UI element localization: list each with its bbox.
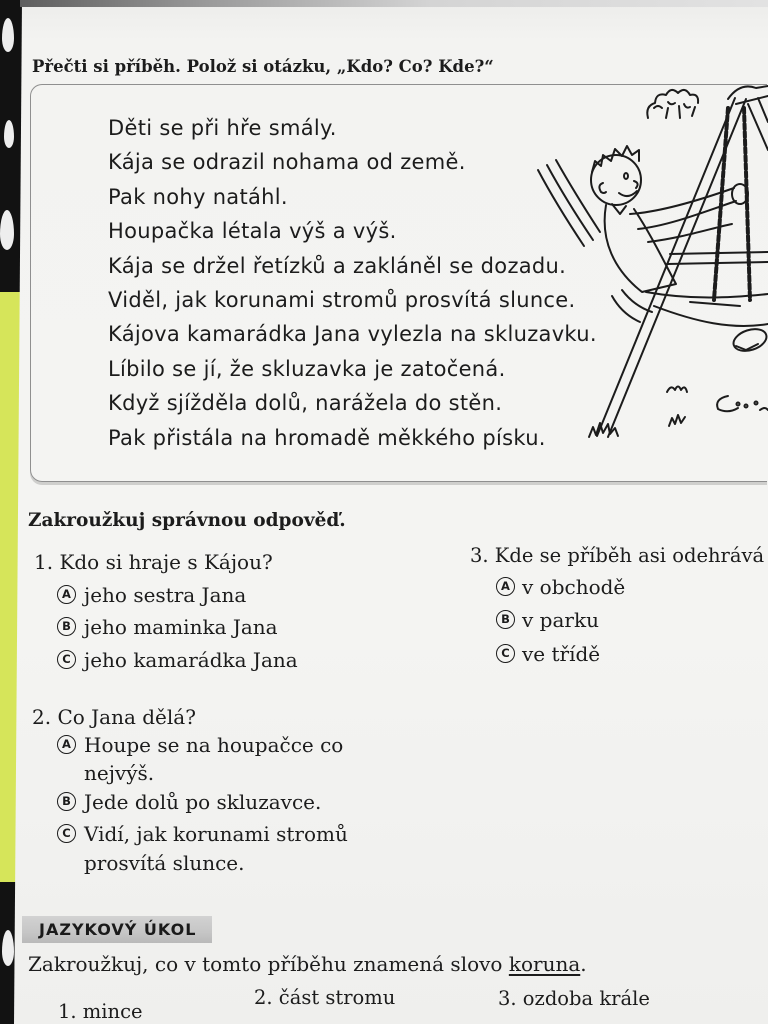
background-leaf <box>0 210 14 250</box>
story-line: Viděl, jak korunami stromů prosvítá slunce. <box>108 287 576 312</box>
question-2-option-b <box>62 788 322 816</box>
option-text: ve třídě <box>522 642 601 666</box>
option-text: v obchodě <box>522 575 626 599</box>
swing-frame <box>597 86 768 437</box>
question-1-option-a <box>62 581 247 609</box>
question-3-option-b <box>501 606 599 634</box>
option-marker-icon: B <box>57 617 76 636</box>
story-instruction: Přečti si příběh. Polož si otázku, „Kdo? Co? Kde?“ <box>32 57 494 76</box>
option-marker-icon: C <box>57 650 76 669</box>
sheet-top-edge <box>20 0 768 7</box>
option-text: prosvítá slunce. <box>84 851 245 875</box>
story-line: Pak přistála na hromadě měkkého písku. <box>108 425 546 450</box>
option-marker-icon: B <box>57 792 76 811</box>
background-leaf <box>2 18 14 52</box>
option-marker-icon: B <box>496 610 515 629</box>
language-task-prompt <box>28 950 587 978</box>
option-text: Jede dolů po skluzavce. <box>84 790 322 814</box>
option-marker-icon: A <box>57 735 76 754</box>
story-line: Kája se odrazil nohama od země. <box>108 150 466 175</box>
question-2-option-c <box>62 820 348 878</box>
question-1-option-c <box>62 646 298 674</box>
story-line: Houpačka létala výš a výš. <box>108 219 397 244</box>
grass-tufts <box>589 387 768 438</box>
story-line: Líbilo se jí, že skluzavka je zatočená. <box>108 356 506 381</box>
story-line: Když sjížděla dolů, narážela do stěn. <box>108 391 503 416</box>
option-marker-icon: C <box>57 824 76 843</box>
language-task-badge: JAZYKOVÝ ÚKOL <box>22 916 212 943</box>
option-text: Houpe se na houpačce co <box>84 733 344 757</box>
prompt-text: Zakroužkuj, co v tomto příběhu znamená slovo <box>28 952 509 976</box>
boy-on-swing-illustration <box>520 78 768 450</box>
boy-figure <box>591 146 768 355</box>
question-3-label: 3. Kde se příběh asi odehrává <box>470 544 765 567</box>
motion-lines <box>538 160 652 322</box>
language-task-option-2: 2. část stromu <box>254 986 396 1009</box>
prompt-text: . <box>580 952 587 976</box>
question-3-option-a <box>501 573 626 601</box>
story-line: Pak nohy natáhl. <box>108 184 288 209</box>
background-leaf <box>2 930 14 966</box>
option-text: jeho maminka Jana <box>84 615 278 639</box>
question-1-option-b <box>62 613 278 641</box>
option-text: v parku <box>522 608 599 632</box>
option-text: jeho kamarádka Jana <box>84 648 298 672</box>
tree-foliage <box>647 90 698 118</box>
story-line: Kája se držel řetízků a zakláněl se dozadu. <box>108 253 567 278</box>
prompt-keyword: koruna <box>508 952 581 976</box>
story-line: Děti se při hře smály. <box>108 116 337 140</box>
language-task-option-1: 1. mince <box>58 1000 143 1023</box>
quiz-heading: Zakroužkuj správnou odpověď. <box>28 510 346 531</box>
option-text: Vidí, jak korunami stromů <box>84 822 348 846</box>
background-leaf <box>4 120 14 148</box>
option-text: nejvýš. <box>84 761 155 785</box>
question-2-label: 2. Co Jana dělá? <box>32 705 196 729</box>
question-2-option-a <box>62 731 344 787</box>
language-task-option-3: 3. ozdoba krále <box>498 987 650 1010</box>
story-line: Kájova kamarádka Jana vylezla na skluzavku. <box>108 322 597 347</box>
option-marker-icon: A <box>57 585 76 604</box>
option-marker-icon: C <box>496 644 515 663</box>
question-3-option-c <box>501 640 601 668</box>
option-marker-icon: A <box>496 577 515 596</box>
question-1-label: 1. Kdo si hraje s Kájou? <box>34 550 273 574</box>
option-text: jeho sestra Jana <box>84 583 247 607</box>
